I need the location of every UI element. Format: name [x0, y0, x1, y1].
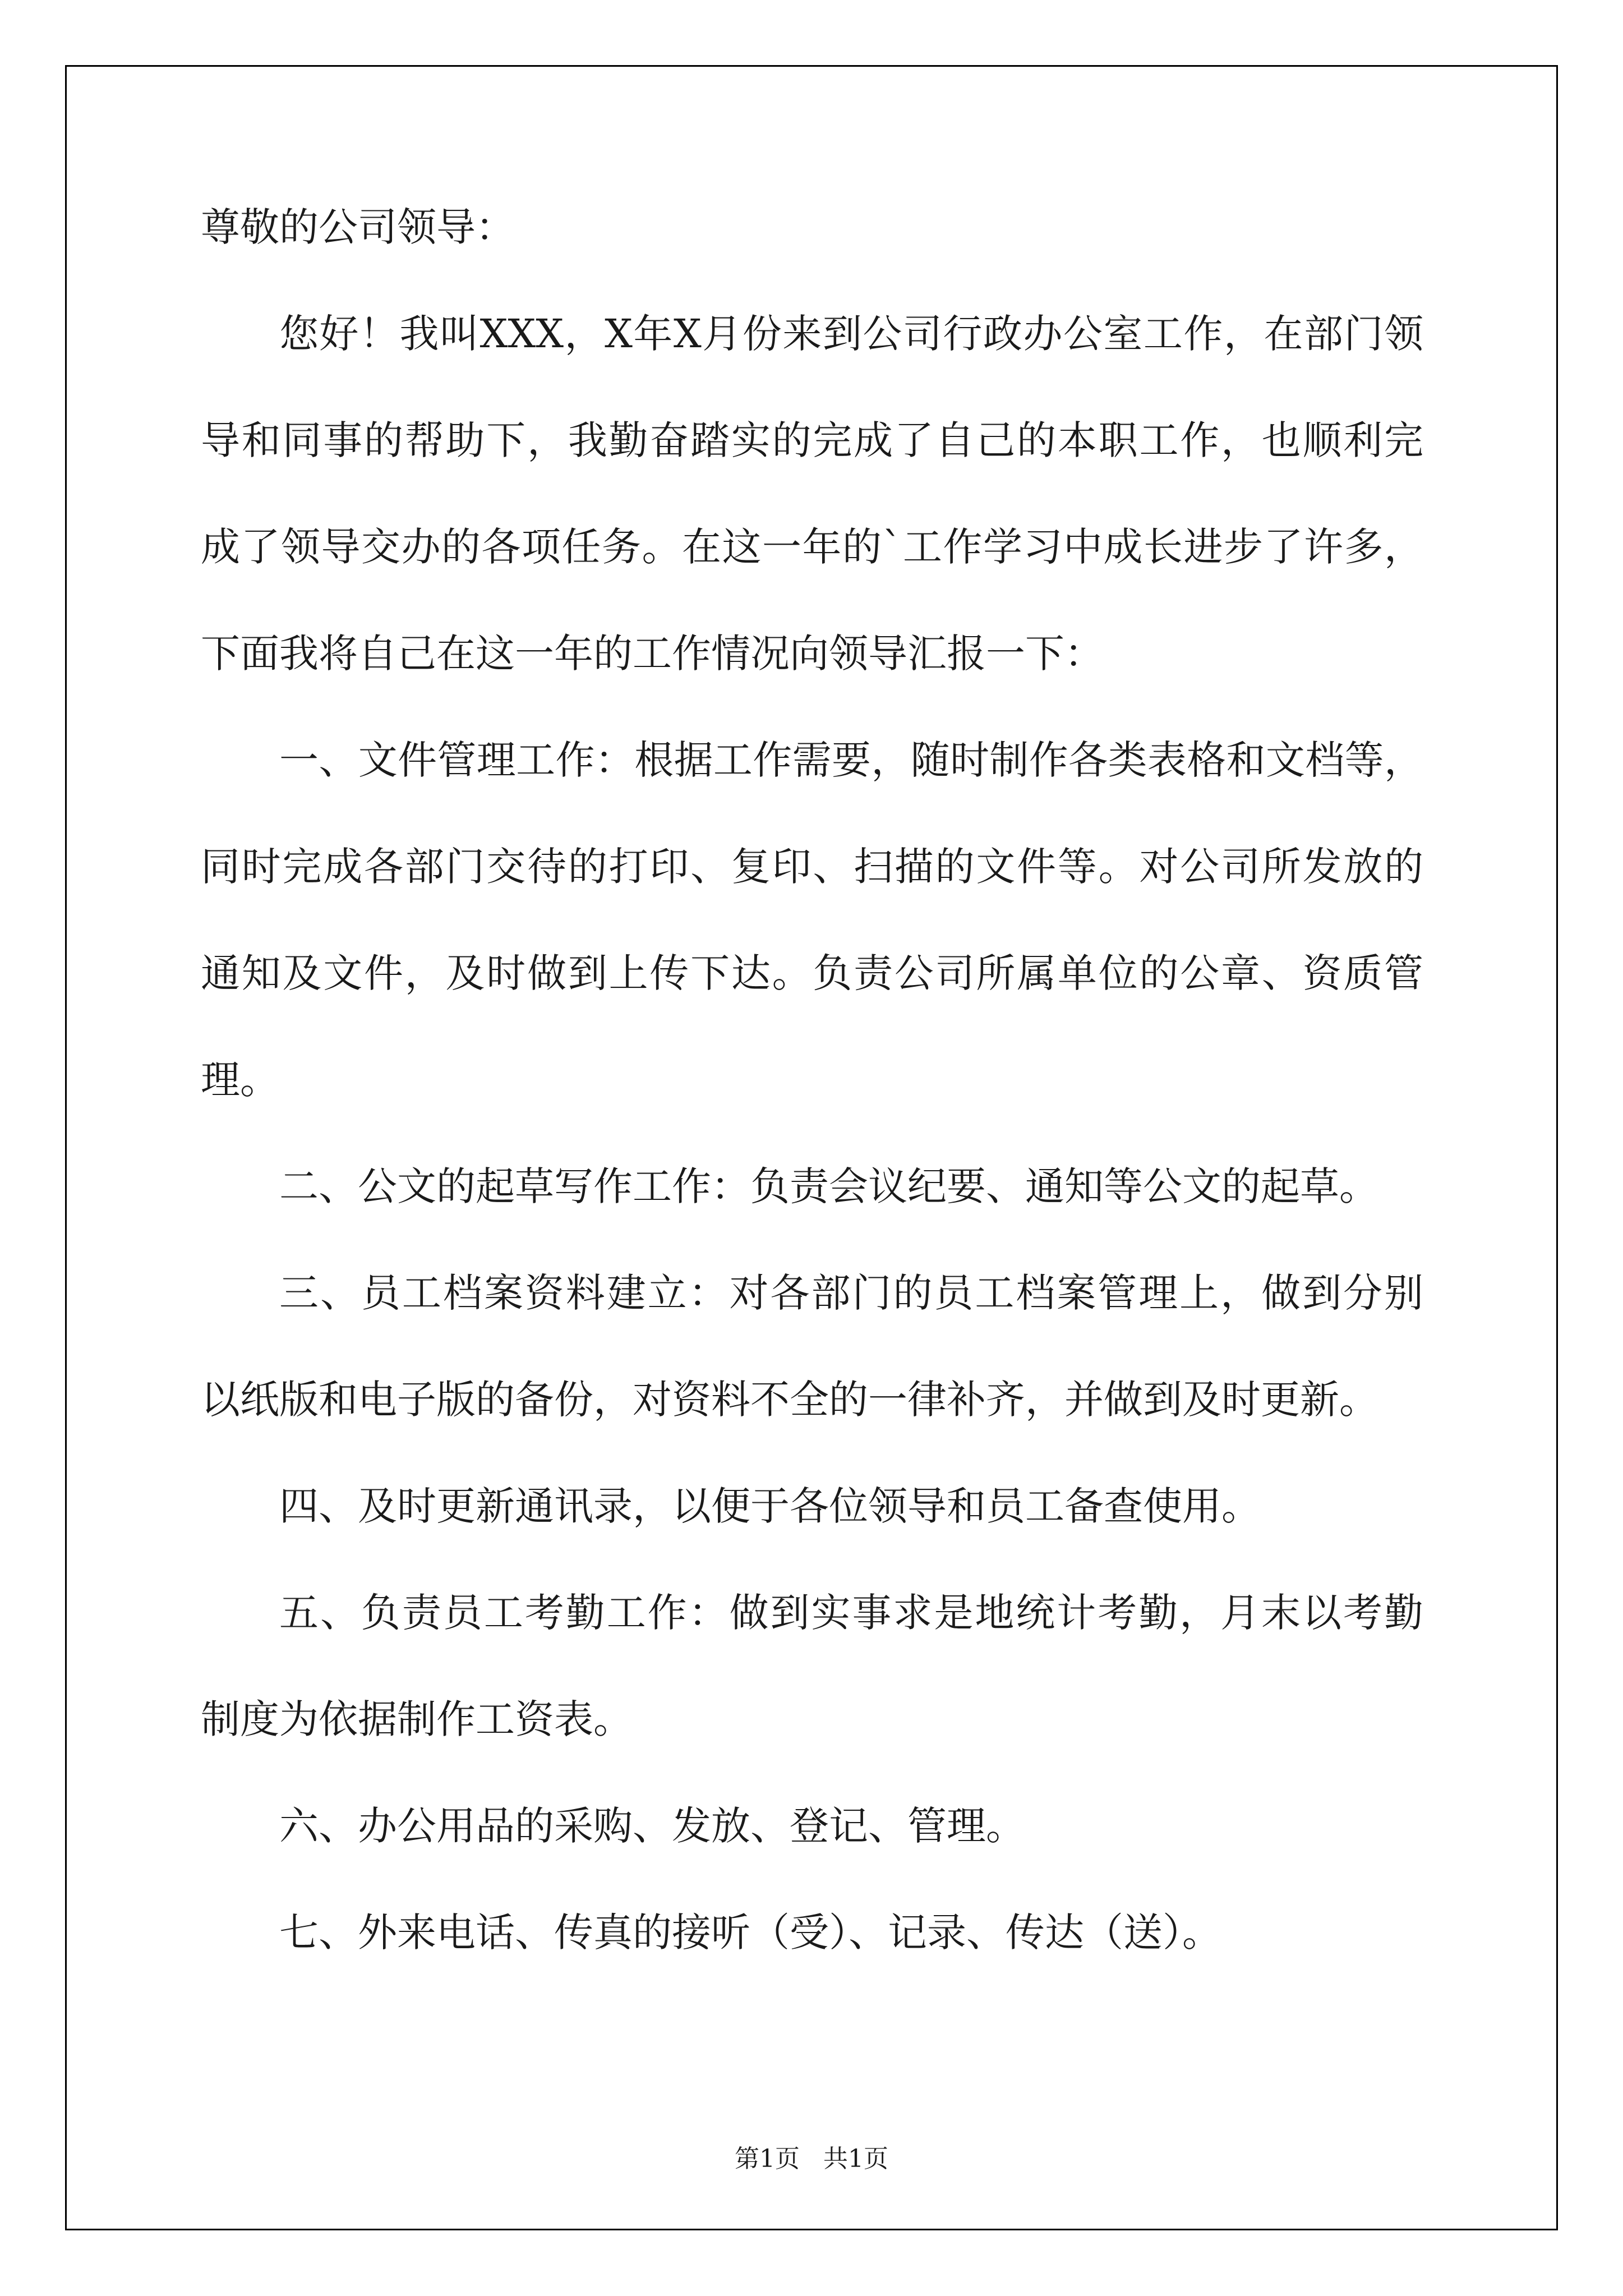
paragraph-line: 下面我将自己在这一年的工作情况向领导汇报一下：	[201, 631, 1104, 677]
paragraph-line: 以纸版和电子版的备份，对资料不全的一律补齐，并做到及时更新。	[201, 1377, 1378, 1423]
page-footer: 第1页 共1页	[735, 2145, 888, 2173]
paragraph-line: 六、办公用品的采购、发放、登记、管理。	[279, 1803, 1025, 1849]
paragraph-line: 一、文件管理工作：根据工作需要，随时制作各类表格和文档等，	[279, 737, 1423, 783]
paragraph-line: 同时完成各部门交待的打印、复印、扫描的文件等。对公司所发放的	[201, 844, 1423, 890]
paragraph-line: 您好！我叫XXX，X年X月份来到公司行政办公室工作，在部门领	[279, 311, 1423, 357]
paragraph-line: 二、公文的起草写作工作：负责会议纪要、通知等公文的起草。	[279, 1163, 1378, 1209]
page-border	[65, 65, 1558, 2230]
paragraph-line: 三、员工档案资料建立：对各部门的员工档案管理上，做到分别	[279, 1270, 1423, 1316]
paragraph-line: 四、及时更新通讯录，以便于各位领导和员工备查使用。	[279, 1483, 1261, 1529]
paragraph-line: 五、负责员工考勤工作：做到实事求是地统计考勤，月末以考勤	[279, 1590, 1423, 1636]
paragraph-line: 制度为依据制作工资表。	[201, 1696, 633, 1742]
paragraph-line: 七、外来电话、传真的接听（受）、记录、传达（送）。	[279, 1910, 1221, 1955]
salutation: 尊敬的公司领导：	[201, 204, 515, 250]
paragraph-line: 导和同事的帮助下，我勤奋踏实的完成了自己的本职工作，也顺利完	[201, 417, 1423, 463]
paragraph-line: 理。	[201, 1057, 279, 1103]
paragraph-line: 通知及文件，及时做到上传下达。负责公司所属单位的公章、资质管	[201, 950, 1423, 996]
paragraph-line: 成了领导交办的各项任务。在这一年的`工作学习中成长进步了许多，	[201, 524, 1423, 570]
